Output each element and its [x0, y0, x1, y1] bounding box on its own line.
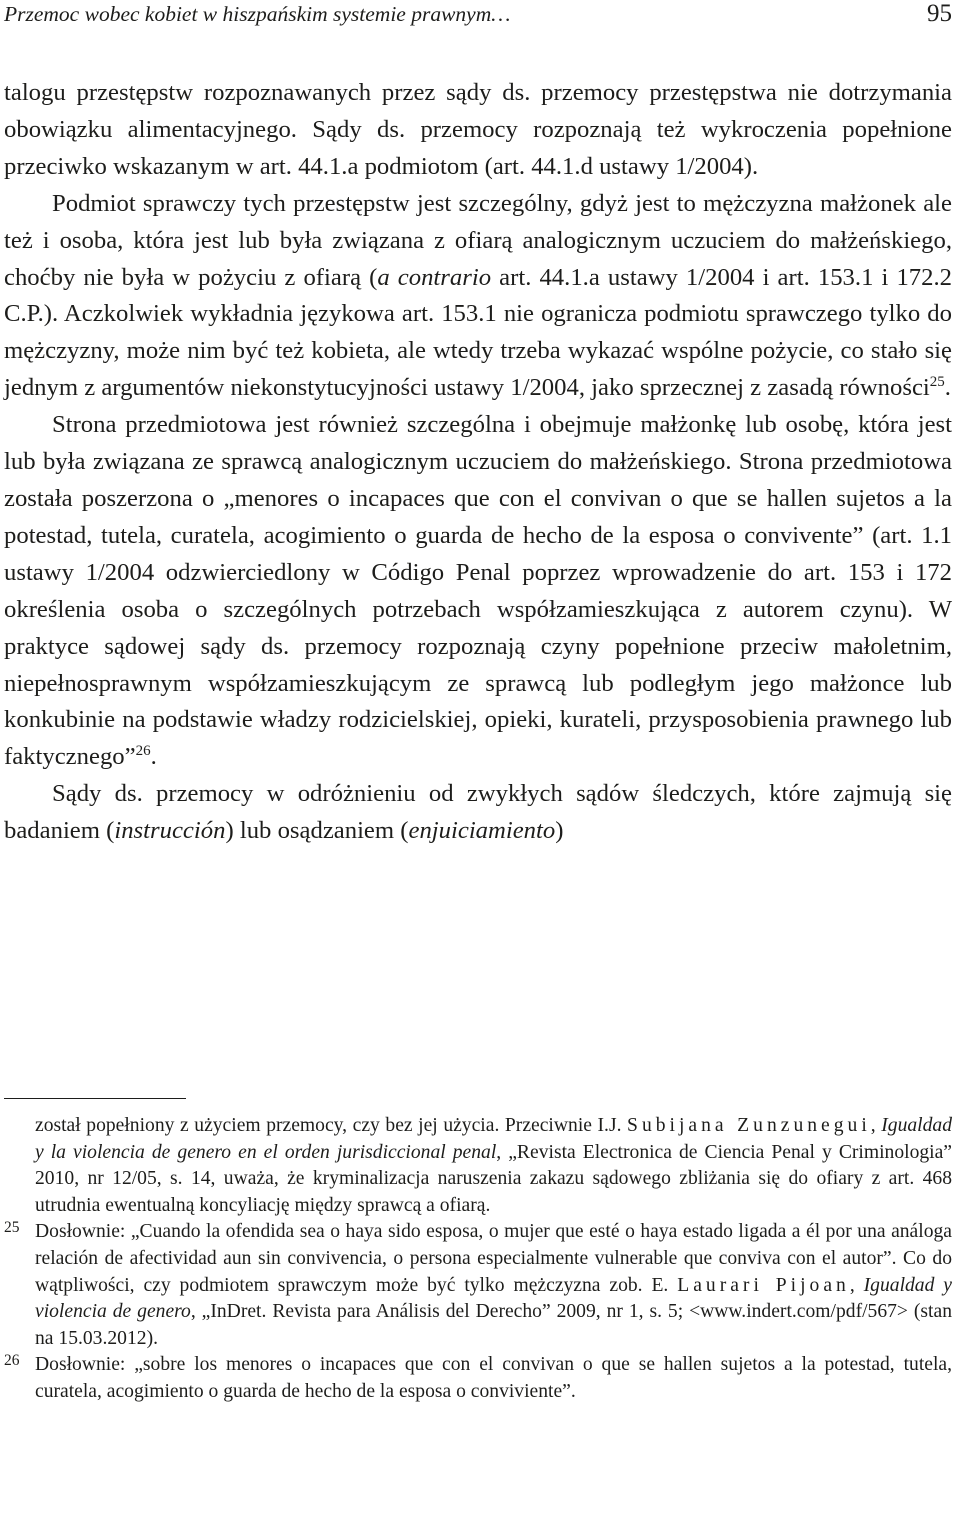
footnote-continued-text-c: , „Revista Electronica de Ciencia Penal y Criminologia” 2010, nr 12/05, s. 14, uważa, że kryminalizacja naruszenia zakazu sądowego zbliżania się do ofiary z art. 468 utrudnia ewentualną koncyliację między sprawcą a ofiarą. — [35, 1141, 953, 1216]
footnote-25-text-a: Dosłownie: „Cuando la ofendida sea o haya sido esposa, o mujer que esté o haya estado ligada a él por una análoga relación de afectividad aun sin convivencia, o persona especialmente vulnerable que conviva con el autor”. Co do wątpliwości, czy podmiotem sprawczym może być tylko mężczyzna zob. E. — [35, 1221, 952, 1296]
footnote-ref-25[interactable]: 25 — [929, 374, 945, 391]
paragraph-4-text-b: ) lub osądzaniem ( — [225, 817, 409, 845]
paragraph-3 — [4, 407, 952, 776]
paragraph-2-text-a: Podmiot sprawczy tych przestępstw jest szczególny, gdyż jest to mężczyzna małżonek ale też i osoba, która jest lub była związana z ofiarą analogicznym uczuciem do małżeńskiego, choćby nie była w pożyciu z ofiarą ( — [4, 189, 952, 291]
main-text — [4, 75, 952, 850]
footnote-25 — [4, 1219, 952, 1352]
page-number: 95 — [927, 0, 952, 27]
paragraph-2-italic: a contrario — [377, 263, 492, 291]
footnote-continued-title: Igualdad y la violencia de genero en el orden jurisdiccional penal — [35, 1115, 952, 1163]
footnotes — [4, 1113, 952, 1406]
footnote-25-title: Igualdad y violencia de genero — [35, 1274, 952, 1323]
footnote-25-text-c: , „InDret. Revista para Análisis del Derecho” 2009, nr 1, s. 5; <www.indert.com/pdf/567> (stan na 15.03.2012). — [35, 1301, 952, 1349]
footnote-separator — [4, 1098, 186, 1099]
paragraph-4-text-a: Sądy ds. przemocy w odróżnieniu od zwykłych sądów śledczych, które zajmują się badaniem ( — [4, 780, 952, 845]
paragraph-3-end: . — [150, 743, 157, 771]
paragraph-3-text: Strona przedmiotowa jest również szczególna i obejmuje małżonkę lub osobę, która jest lub była związana ze sprawcą analogicznym uczuciem do małżeńskiego. Strona przedmiotowa została poszerzona o „menores o incapaces que con el convivan o que se hallen sujetos a la potestad, tutela, curatela, acogimiento o guarda de hecho de la esposa o convivente” (art. 1.1 ustawy 1/2004 odzwierciedlony w Código Penal poprzez wprowadzenie do art. 153 i 172 określenia osoba o szczególnych potrzebach współzamieszkująca z autorem czynu). W praktyce sądowej sądy ds. przemocy rozpoznają czyny popełnione przeciw małoletnim, niepełnosprawnym współzamieszkującym ze sprawcą lub podległym jego małżonce lub konkubinie na podstawie władzy rodzicielskiej, opieki, kurateli, przysposobienia prawnego lub faktycznego” — [4, 411, 952, 771]
footnote-ref-26[interactable]: 26 — [135, 743, 151, 760]
paragraph-4 — [4, 776, 952, 850]
paragraph-4-italic-1: instrucción — [114, 817, 226, 845]
paragraph-4-text-c: ) — [555, 817, 564, 845]
footnote-25-text-b: , — [849, 1274, 864, 1296]
paragraph-2-text-b: art. 44.1.a ustawy 1/2004 i art. 153.1 i 172.2 C.P.). Aczkolwiek wykładnia językowa art. 153.1 nie ogranicza podmiotu sprawczego tylko do mężczyzny, może nim być też kobieta, ale wtedy trzeba wykazać wspólne pożycie, co stało się jednym z argumentów niekonstytucyjności ustawy 1/2004, jako sprzecznej z zasadą równości — [4, 263, 953, 402]
footnote-continued-text-b: , — [870, 1115, 882, 1136]
running-head — [4, 2, 952, 30]
footnote-25-author: Laurari Pijoan — [677, 1274, 850, 1296]
footnote-continued-text-a: został popełniony z użyciem przemocy, czy bez jej użycia. Przeciwnie I.J. — [35, 1115, 628, 1136]
paragraph-1-text: talogu przestępstw rozpoznawanych przez sądy ds. przemocy przestępstwa nie dotrzymania obowiązku alimentacyjnego. Sądy ds. przemocy rozpoznają też wykroczenia popełnione przeciwko wskazanym w art. 44.1.a podmiotom (art. 44.1.d ustawy 1/2004). — [4, 79, 952, 180]
paragraph-1 — [4, 75, 952, 186]
paragraph-2-end: . — [944, 374, 951, 402]
footnote-continued-author: Subijana Zunzunegui — [627, 1115, 871, 1136]
running-head-title: Przemoc wobec kobiet w hiszpańskim systemie prawnym… — [4, 2, 511, 26]
paragraph-4-italic-2: enjuiciamiento — [408, 817, 556, 845]
footnote-continued — [4, 1113, 952, 1219]
footnote-26-text: Dosłownie: „sobre los menores o incapaces que con el convivan o que se hallen sujetos a la potestad, tutela, curatela, acogimiento o guarda de hecho de la esposa o conviviente”. — [35, 1354, 952, 1402]
paragraph-2 — [4, 186, 952, 407]
footnote-25-number: 25 — [4, 1219, 20, 1237]
footnote-26-number: 26 — [4, 1352, 20, 1370]
footnote-26 — [4, 1352, 952, 1405]
